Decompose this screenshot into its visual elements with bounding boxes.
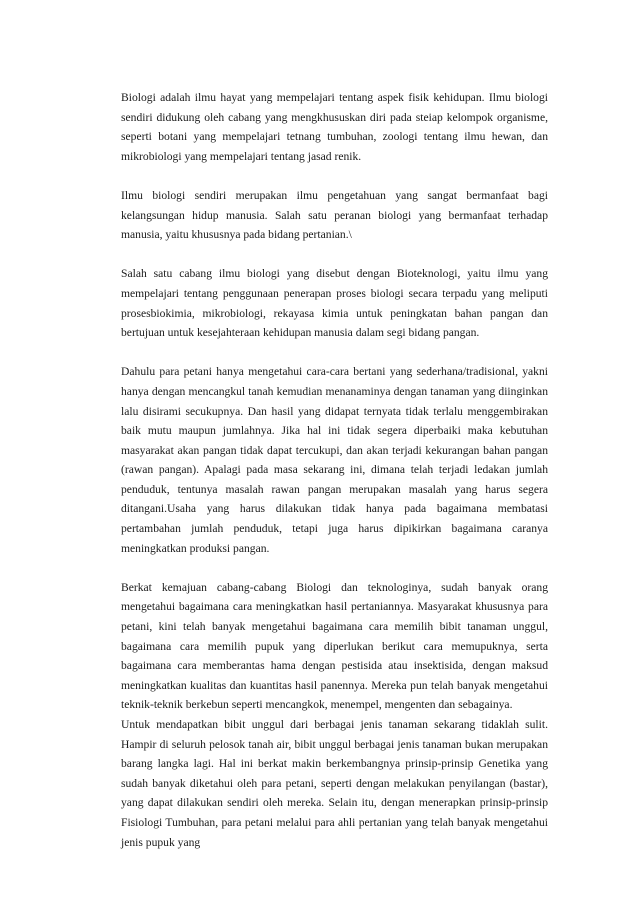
paragraph-bioteknologi: Salah satu cabang ilmu biologi yang disebut dengan Bioteknologi, yaitu ilmu yang mempelajari tentang penggunaan penerapan proses biologi secara terpadu yang meliputi prosesbiokimia, mikrobiologi, rekayasa kimia untuk peningkatan bahan pangan dan bertujuan untuk kesejahteraan kehidupan manusia dalam segi bidang pangan.: [121, 267, 548, 340]
paragraph-biologi-definition: Biologi adalah ilmu hayat yang mempelajari tentang aspek fisik kehidupan. Ilmu biologi sendiri didukung oleh cabang yang mengkhususkan diri pada steiap kelompok organisme, seperti botani yang mempelajari tetnang tumbuhan, zoologi tentang ilmu hewan, dan mikrobiologi yang mempelajari tentang jasad renik.: [121, 91, 548, 163]
document-page: [121, 88, 548, 852]
paragraph-kemajuan-biologi: Berkat kemajuan cabang-cabang Biologi dan teknologinya, sudah banyak orang mengetahui bagaimana cara meningkatkan hasil pertaniannya. Masyarakat khususnya para petani, kini telah banyak mengetahui bagaimana cara memilih bibit tanaman unggul, bagaimana cara memilih pupuk yang diperlukan berikut cara memupuknya, serta bagaimana cara memberantas hama dengan pestisida atau insektisida, dengan maksud meningkatkan kualitas dan kuantitas hasil panennya. Mereka pun telah banyak mengetahui teknik-teknik berkebun seperti mencangkok, menempel, mengenten dan sebagainya.: [121, 580, 548, 712]
paragraph-biologi-benefit: Ilmu biologi sendiri merupakan ilmu pengetahuan yang sangat bermanfaat bagi kelangsungan hidup manusia. Salah satu peranan biologi yang bermanfaat terhadap manusia, yaitu khususnya pada bidang pertanian.\: [121, 188, 548, 242]
paragraph-petani-tradisional: Dahulu para petani hanya mengetahui cara-cara bertani yang sederhana/tradisional, yakni hanya dengan mencangkul tanah kemudian menanaminya dengan tanaman yang diinginkan lalu disirami secukupnya. Dan hasil yang didapat ternyata tidak terlalu menggembirakan baik mutu maupun jumlahnya. Jika hal ini tidak segera diperbaiki maka kebutuhan masyarakat akan pangan tidak dapat tercukupi, dan akan terjadi kekurangan bahan pangan (rawan pangan). Apalagi pada masa sekarang ini, dimana telah terjadi ledakan jumlah penduduk, tentunya masalah rawan pangan merupakan masalah yang harus segera ditangani.Usaha yang harus dilakukan tidak hanya pada bagaimana membatasi pertambahan jumlah penduduk, tetapi juga harus dipikirkan bagaimana caranya meningkatkan produksi pangan.: [121, 365, 548, 555]
paragraph-bibit-unggul: Untuk mendapatkan bibit unggul dari berbagai jenis tanaman sekarang tidaklah sulit. Hampir di seluruh pelosok tanah air, bibit unggul berbagai jenis tanaman bukan merupakan barang langka lagi. Hal ini berkat makin berkembangnya prinsip-prinsip Genetika yang sudah banyak diketahui oleh para petani, seperti dengan melakukan penyilangan (bastar), yang dapat dilakukan sendiri oleh mereka. Selain itu, dengan menerapkan prinsip-prinsip Fisiologi Tumbuhan, para petani melalui para ahli pertanian yang telah banyak mengetahui jenis pupuk yang: [121, 718, 548, 849]
